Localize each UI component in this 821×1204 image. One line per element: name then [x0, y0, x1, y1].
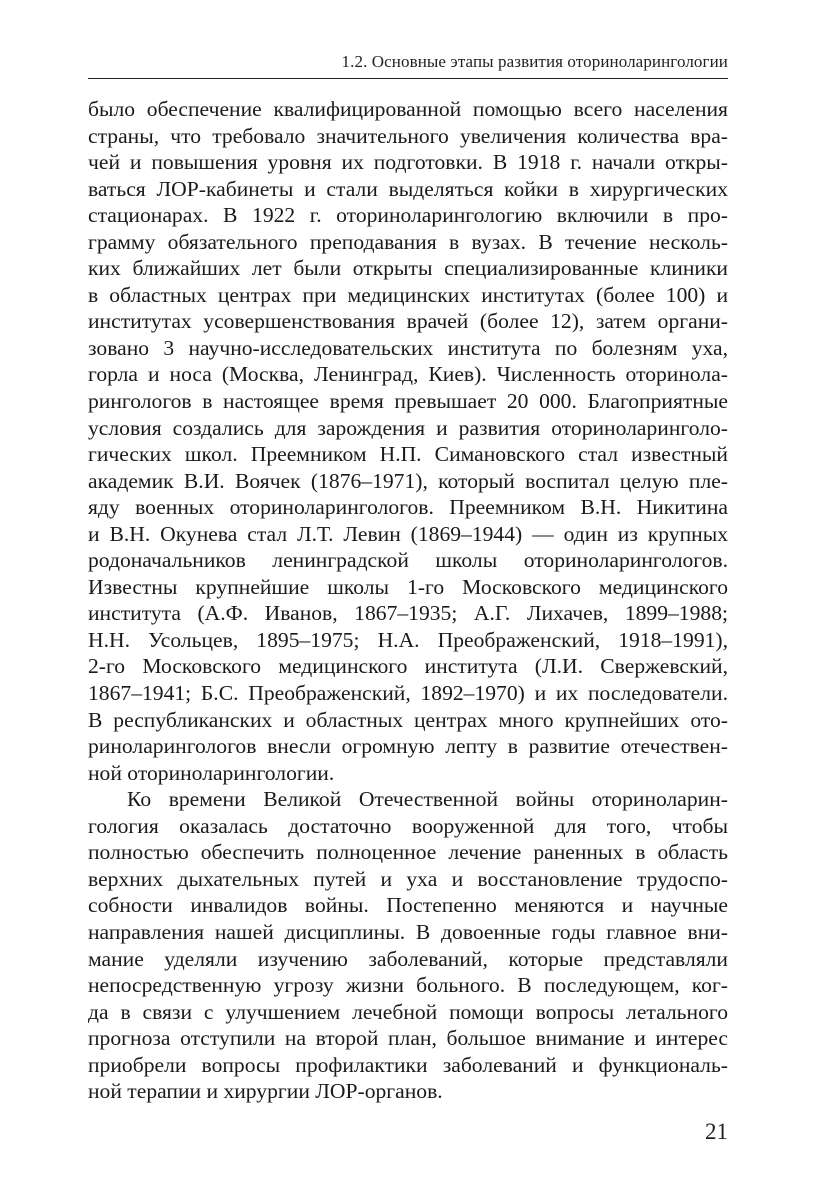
- text-line: собности инвалидов войны. Постепенно меняются и научные: [88, 893, 728, 918]
- text-line: В республиканских и областных центрах много крупнейших ото-: [88, 707, 728, 732]
- paragraph: [88, 96, 728, 786]
- running-header: 1.2. Основные этапы развития оториноларингологии: [341, 52, 728, 71]
- text-line: полностью обеспечить полноценное лечение раненных в область: [88, 840, 728, 865]
- text-line: гических школ. Преемником Н.П. Симановского стал известный: [88, 442, 728, 467]
- text-line: 1867–1941; Б.С. Преображенский, 1892–1970) и их последователи.: [88, 681, 728, 706]
- text-line: направления нашей дисциплины. В довоенные годы главное вни-: [88, 919, 728, 944]
- paragraph: [88, 786, 728, 1105]
- text-line: грамму обязательного преподавания в вузах. В течение несколь-: [88, 229, 728, 254]
- text-line: прогноза отступили на второй план, большое внимание и интерес: [88, 1026, 728, 1051]
- text-line: было обеспечение квалифицированной помощью всего населения: [88, 97, 728, 121]
- text-line: чей и повышения уровня их подготовки. В 1918 г. начали откры-: [88, 150, 728, 175]
- text-line: и В.Н. Окунева стал Л.Т. Левин (1869–1944) — один из крупных: [88, 521, 728, 546]
- header-rule: [88, 78, 728, 79]
- text-line: ной оториноларингологии.: [88, 760, 335, 785]
- page-number: 21: [705, 1119, 728, 1144]
- text-line: горла и носа (Москва, Ленинград, Киев). Численность оторинола-: [88, 362, 728, 387]
- text-line: зовано 3 научно-исследовательских института по болезням уха,: [88, 335, 728, 360]
- text-line: мание уделяли изучению заболеваний, которые представляли: [88, 946, 728, 971]
- text-line: верхних дыхательных путей и уха и восстановление трудоспо-: [88, 866, 728, 891]
- text-line: институтах усовершенствования врачей (более 12), затем органи-: [88, 309, 728, 334]
- text-line: института (А.Ф. Иванов, 1867–1935; А.Г. Лихачев, 1899–1988;: [88, 601, 728, 626]
- text-line: непосредственную угрозу жизни больного. В последующем, ког-: [88, 973, 728, 998]
- text-line: страны, что требовало значительного увеличения количества вра-: [88, 123, 728, 148]
- text-line: академик В.И. Воячек (1876–1971), который воспитал целую пле-: [88, 468, 728, 493]
- body-text: [88, 96, 728, 1105]
- text-line: в областных центрах при медицинских институтах (более 100) и: [88, 282, 728, 307]
- text-line: Н.Н. Усольцев, 1895–1975; Н.А. Преображенский, 1918–1991),: [88, 627, 728, 652]
- text-line: стационарах. В 1922 г. оториноларингологию включили в про-: [88, 203, 728, 228]
- text-line: Известны крупнейшие школы 1-го Московского медицинского: [88, 574, 728, 599]
- text-line: яду военных оториноларингологов. Преемником В.Н. Никитина: [88, 495, 728, 520]
- text-line: приобрели вопросы профилактики заболеваний и функциональ-: [88, 1052, 728, 1077]
- text-line: условия создались для зарождения и развития оториноларинголо-: [88, 415, 728, 440]
- text-line: рингологов в настоящее время превышает 20 000. Благоприятные: [88, 389, 728, 414]
- text-line: ной терапии и хирургии ЛОР-органов.: [88, 1079, 443, 1104]
- text-line: Ко времени Великой Отечественной войны оториноларин-: [127, 787, 728, 812]
- text-line: да в связи с улучшением лечебной помощи вопросы летального: [88, 999, 728, 1024]
- text-line: ваться ЛОР-кабинеты и стали выделяться койки в хирургических: [88, 176, 728, 201]
- text-line: 2-го Московского медицинского института (Л.И. Свержевский,: [88, 654, 728, 679]
- text-line: родоначальников ленинградской школы оториноларингологов.: [88, 548, 728, 573]
- text-line: гология оказалась достаточно вооруженной для того, чтобы: [88, 813, 728, 838]
- text-line: риноларингологов внесли огромную лепту в развитие отечествен-: [88, 734, 728, 759]
- text-line: ких ближайших лет были открыты специализированные клиники: [88, 256, 728, 281]
